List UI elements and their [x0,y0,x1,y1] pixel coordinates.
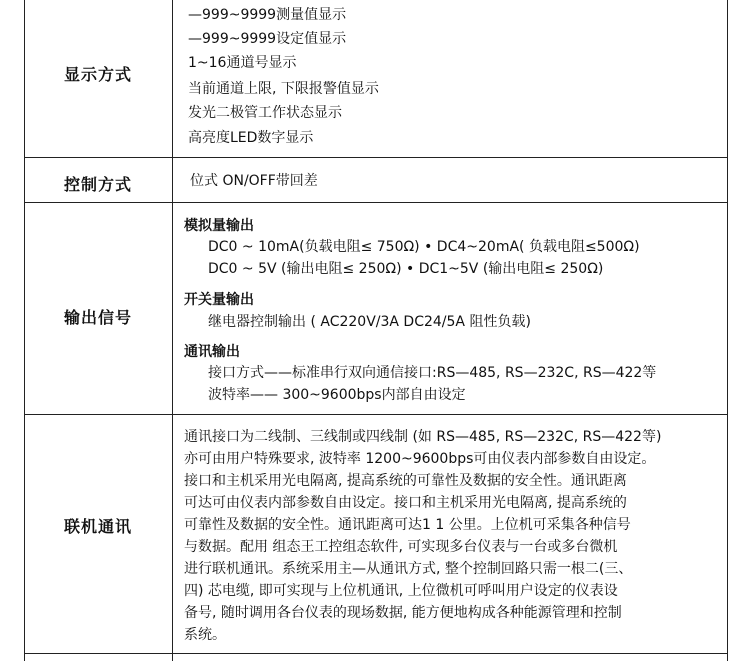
row-label-display: 显示方式 [63,65,132,84]
comm-line-7: 进行联机通讯。系统采用主—从通讯方式, 整个控制回路只需一根二(三、 [184,561,633,577]
comm-line-6: 与数据。配用 组态王工控组态软件, 可实现多台仪表与一台或多台微机 [184,539,618,555]
display-line-3: 1~16通道号显示 [188,55,297,71]
table-column-divider [172,0,173,661]
comm-line-10: 系统。 [184,627,226,643]
display-line-4: 当前通道上限, 下限报警值显示 [188,81,379,97]
row-divider-2 [24,202,728,203]
row-divider-4 [24,653,728,654]
control-line-1: 位式 ON/OFF带回差 [190,173,318,189]
table-left-border [24,0,25,661]
switch-output-heading: 开关量输出 [184,292,254,308]
comm-line-1: 通讯接口为二线制、三线制或四线制 (如 RS—485, RS—232C, RS—422等) [184,429,662,445]
row-label-output: 输出信号 [63,308,132,327]
comm-output-heading: 通讯输出 [184,344,240,360]
analog-output-heading: 模拟量输出 [184,218,254,234]
comm-line-4: 可达可由仪表内部参数自由设定。接口和主机采用光电隔离, 提高系统的 [184,495,627,511]
display-line-6: 高亮度LED数字显示 [188,130,314,146]
row-label-control: 控制方式 [63,175,132,194]
switch-output-line-1: 继电器控制输出 ( AC220V/3A DC24/5A 阻性负载) [208,314,531,330]
analog-output-line-2: DC0 ~ 5V (输出电阻≤ 250Ω) • DC1~5V (输出电阻≤ 250Ω) [208,261,604,277]
comm-line-3: 接口和主机采用光电隔离, 提高系统的可靠性及数据的安全性。通讯距离 [184,473,627,489]
comm-output-line-2: 波特率—— 300~9600bps内部自由设定 [208,387,466,403]
comm-line-5: 可靠性及数据的安全性。通讯距离可达1 1 公里。上位机可采集各种信号 [184,517,631,533]
comm-line-9: 备号, 随时调用各台仪表的现场数据, 能方便地构成各种能源管理和控制 [184,605,622,621]
display-line-5: 发光二极管工作状态显示 [188,105,342,121]
display-line-2: —999~9999设定值显示 [188,31,347,47]
analog-output-line-1: DC0 ~ 10mA(负载电阻≤ 750Ω) • DC4~20mA( 负载电阻≤500Ω) [208,239,640,255]
row-divider-1 [24,157,728,158]
comm-output-line-1: 接口方式——标准串行双向通信接口:RS—485, RS—232C, RS—422等 [208,365,657,381]
comm-line-8: 四) 芯电缆, 即可实现与上位机通讯, 上位微机可呼叫用户设定的仪表设 [184,583,618,599]
row-label-comm: 联机通讯 [63,517,132,536]
display-line-1: —999~9999测量值显示 [188,7,347,23]
row-divider-3 [24,414,728,415]
comm-line-2: 亦可由用户特殊要求, 波特率 1200~9600bps可由仪表内部参数自由设定。 [184,451,656,467]
table-right-border [727,0,728,661]
